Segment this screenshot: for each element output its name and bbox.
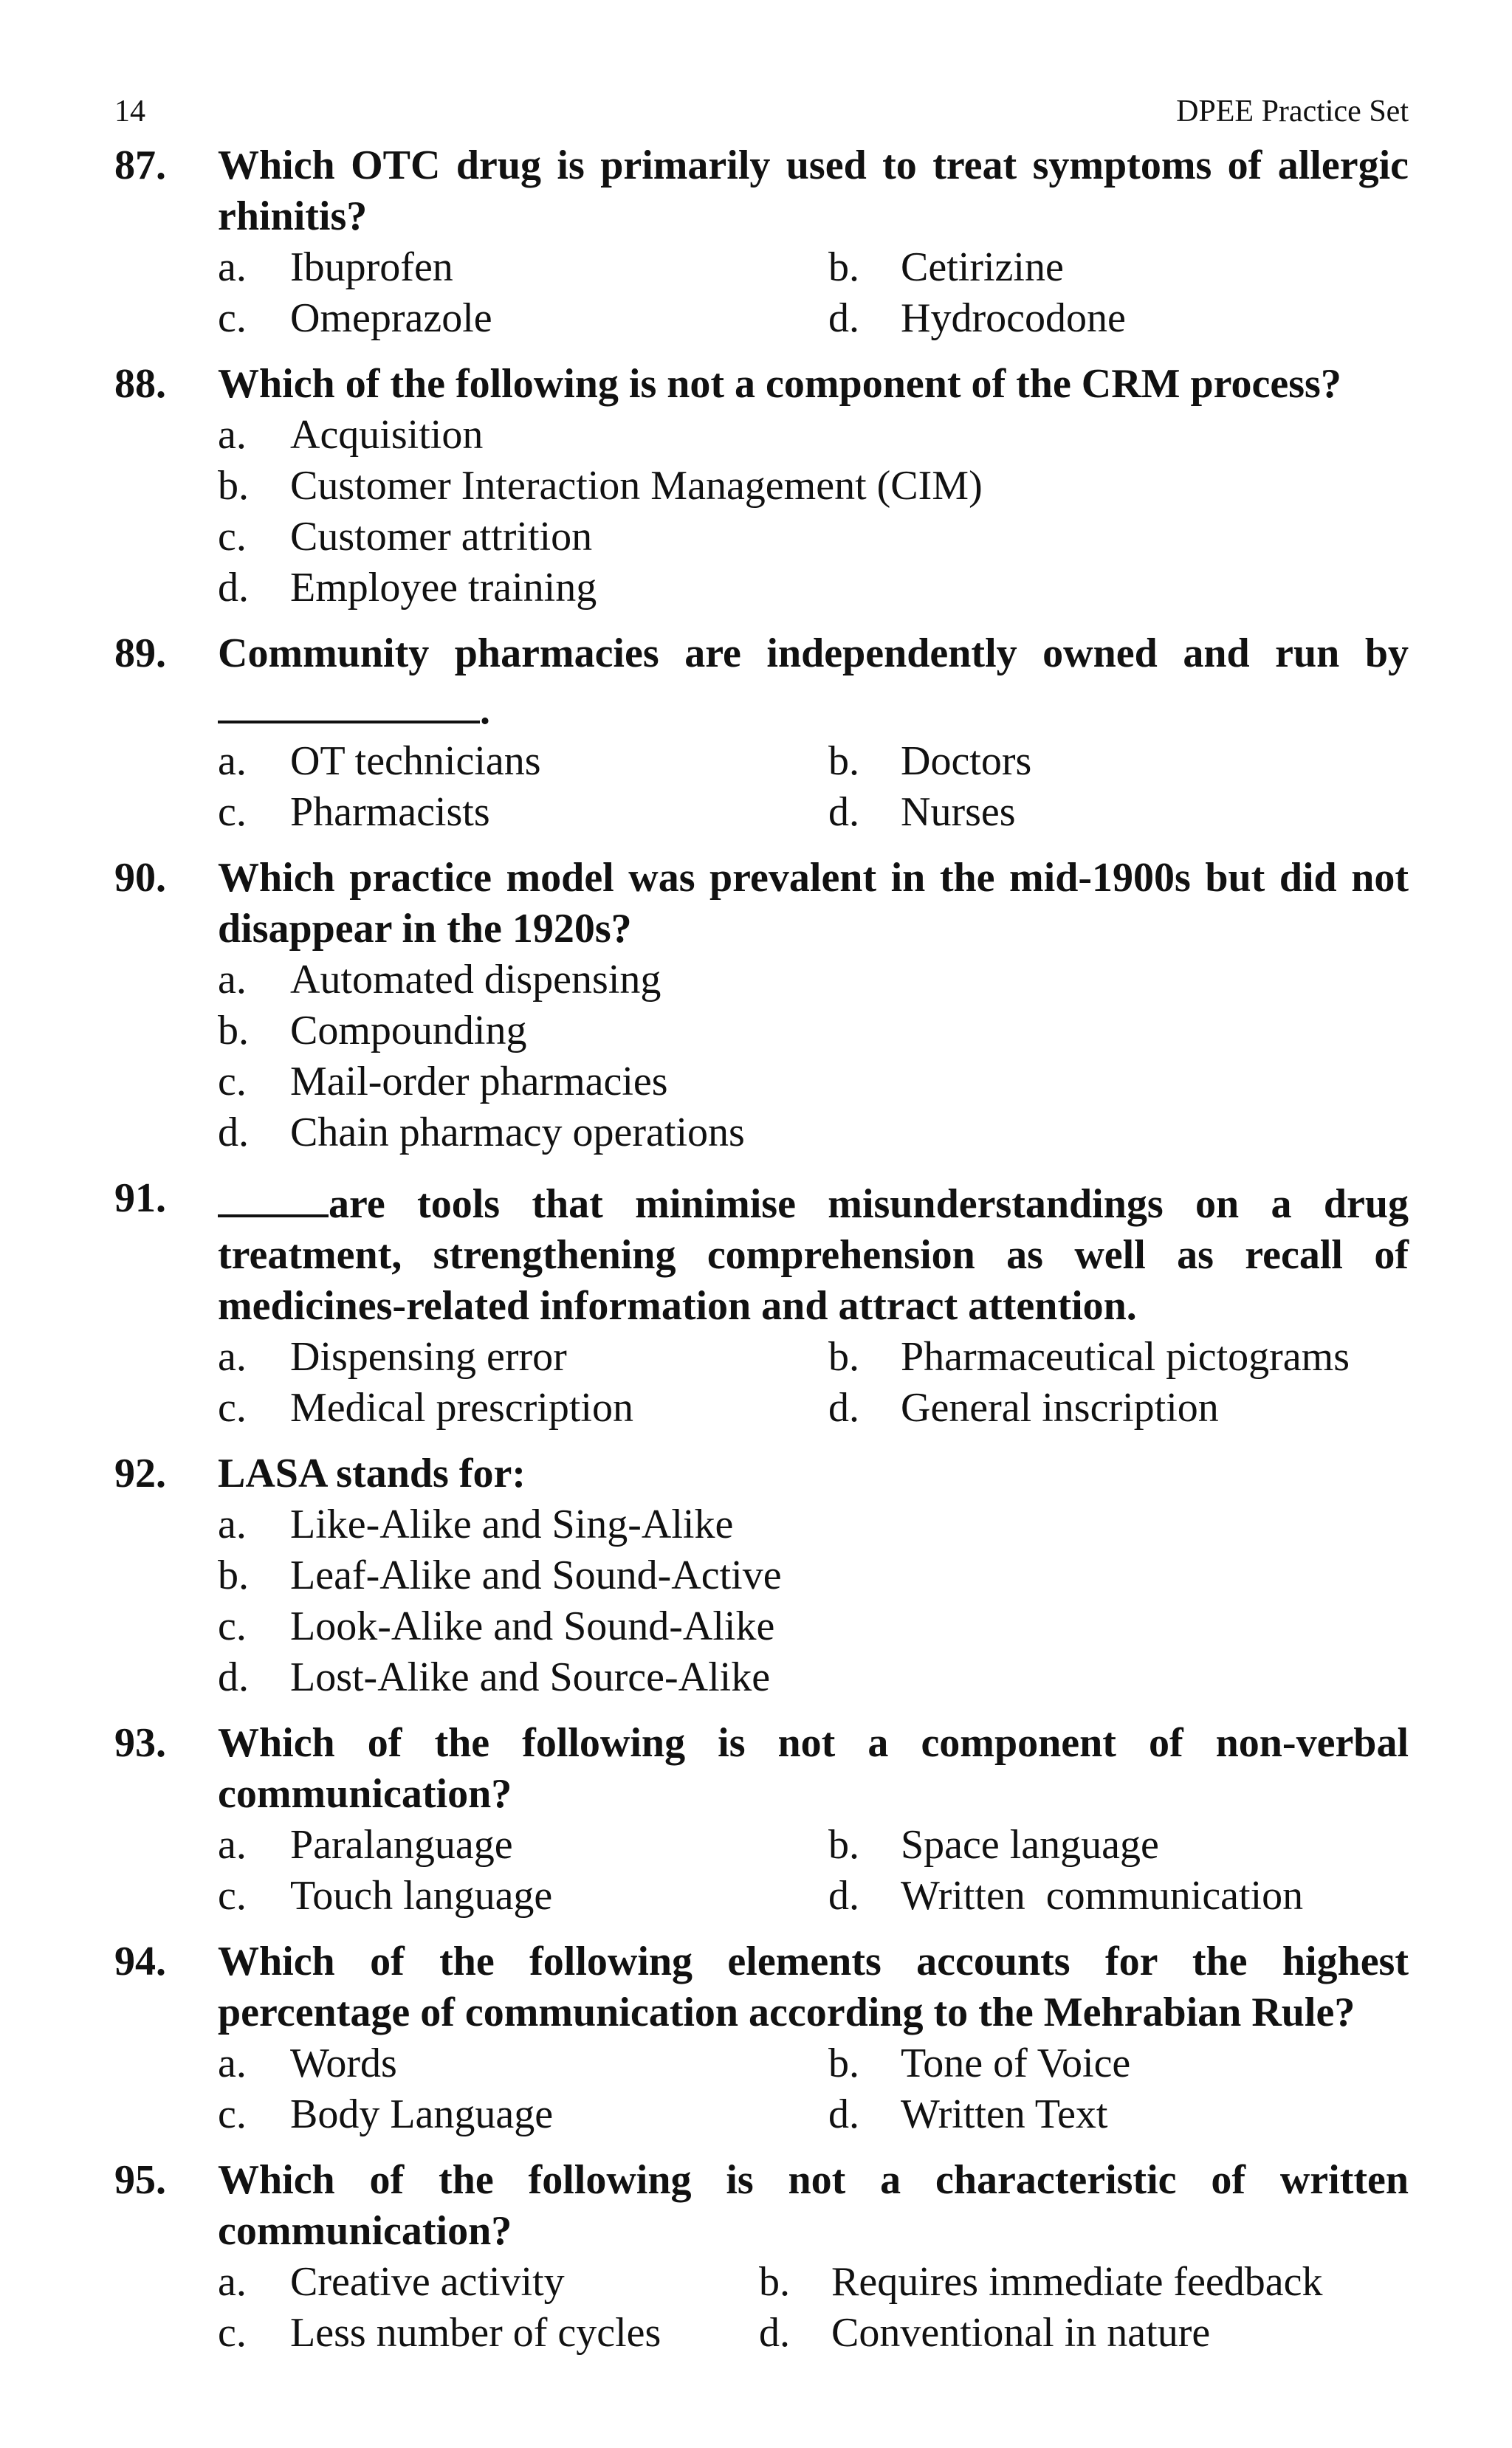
option-text: Mail-order pharmacies <box>290 1059 668 1104</box>
question-text <box>218 1173 1409 1332</box>
option-c <box>218 787 828 838</box>
option-letter: c. <box>218 1385 247 1431</box>
option-text: Hydrocodone <box>901 295 1126 341</box>
option-d <box>828 293 1409 344</box>
option-text: Dispensing error <box>290 1334 567 1380</box>
option-letter: d. <box>828 1385 859 1431</box>
option-letter: b. <box>218 1008 249 1053</box>
question-number: 94. <box>114 1939 166 1984</box>
option-text: Written Text <box>901 2091 1108 2137</box>
option-a <box>218 242 828 293</box>
option-text: Less number of cycles <box>290 2310 662 2356</box>
option-text: OT technicians <box>290 738 541 784</box>
option-letter: b. <box>828 2040 859 2086</box>
option-b <box>218 1005 1409 1056</box>
question-95 <box>114 2155 1409 2359</box>
option-d <box>218 563 1409 613</box>
option-letter: b. <box>218 463 249 509</box>
option-grid <box>218 1820 1409 1922</box>
option-text: Look-Alike and Sound-Alike <box>290 1603 775 1649</box>
option-letter: d. <box>828 1873 859 1919</box>
option-a <box>218 1820 828 1871</box>
option-letter: d. <box>218 1110 249 1155</box>
question-text: Which OTC drug is primarily used to treat symptoms of allergic rhinitis? <box>218 142 1409 239</box>
question-text: Which of the following is not a characteristic of written communication? <box>218 2157 1409 2254</box>
option-d <box>828 1871 1409 1922</box>
question-text: Which of the following is not a component of the CRM process? <box>218 361 1341 407</box>
option-letter: c. <box>218 789 247 835</box>
option-d <box>828 2089 1409 2140</box>
option-b <box>218 461 1409 512</box>
option-letter: d. <box>759 2310 790 2356</box>
option-letter: a. <box>218 1822 247 1868</box>
option-text: Doctors <box>901 738 1032 784</box>
question-number: 92. <box>114 1451 166 1496</box>
option-text: Like-Alike and Sing-Alike <box>290 1502 734 1547</box>
option-text: Employee training <box>290 565 597 611</box>
question-text: LASA stands for: <box>218 1451 526 1496</box>
option-letter: a. <box>218 1334 247 1380</box>
option-b <box>828 1332 1409 1383</box>
answer-blank <box>218 679 480 723</box>
option-d <box>828 1383 1409 1434</box>
option-a <box>218 736 828 787</box>
option-letter: a. <box>218 244 247 290</box>
option-text: Tone of Voice <box>901 2040 1131 2086</box>
question-91 <box>114 1173 1409 1434</box>
page-number: 14 <box>114 94 145 128</box>
option-grid <box>218 2257 1409 2359</box>
option-d <box>828 787 1409 838</box>
question-89 <box>114 628 1409 838</box>
option-a <box>218 955 1409 1005</box>
option-letter: c. <box>218 2310 247 2356</box>
question-text: Which practice model was prevalent in the mid-1900s but did not disappear in the 1920s? <box>218 855 1409 952</box>
question-number: 90. <box>114 855 166 901</box>
option-letter: a. <box>218 1502 247 1547</box>
option-text: Nurses <box>901 789 1016 835</box>
question-text <box>218 628 1409 736</box>
option-letter: c. <box>218 2091 247 2137</box>
answer-blank <box>218 1173 329 1217</box>
option-text: Customer attrition <box>290 514 593 560</box>
option-text: Compounding <box>290 1008 527 1053</box>
option-list <box>218 410 1409 613</box>
question-number: 95. <box>114 2157 166 2203</box>
option-text: Pharmacists <box>290 789 490 835</box>
option-b <box>218 1550 1409 1601</box>
option-c <box>218 512 1409 563</box>
option-letter: d. <box>828 789 859 835</box>
option-c <box>218 1056 1409 1107</box>
option-b <box>759 2257 1409 2308</box>
option-letter: a. <box>218 738 247 784</box>
question-text: Which of the following elements accounts for the highest percentage of communication according to the Mehrabian Rule? <box>218 1939 1409 2035</box>
question-list <box>114 140 1409 2359</box>
option-letter: b. <box>759 2259 790 2305</box>
option-c <box>218 1601 1409 1652</box>
option-text: General inscription <box>901 1385 1219 1431</box>
option-list <box>218 1499 1409 1703</box>
option-letter: c. <box>218 514 247 560</box>
option-text: Pharmaceutical pictograms <box>901 1334 1350 1380</box>
question-94 <box>114 1936 1409 2140</box>
option-a <box>218 1499 1409 1550</box>
question-text-main: are tools that minimise misunderstandings on a drug treatment, strengthening comprehension as well as recall of medicines-related information and attract attention. <box>218 1181 1409 1329</box>
option-a <box>218 410 1409 461</box>
option-letter: a. <box>218 957 247 1003</box>
question-90 <box>114 853 1409 1158</box>
question-87 <box>114 140 1409 344</box>
option-d <box>218 1107 1409 1158</box>
option-text: Ibuprofen <box>290 244 453 290</box>
question-number: 88. <box>114 361 166 407</box>
option-b <box>828 2038 1409 2089</box>
option-c <box>218 1383 828 1434</box>
option-text: Lost-Alike and Source-Alike <box>290 1654 771 1700</box>
question-number: 89. <box>114 630 166 676</box>
option-letter: c. <box>218 1873 247 1919</box>
running-title: DPEE Practice Set <box>1176 94 1409 128</box>
option-grid <box>218 2038 1409 2140</box>
option-letter: b. <box>828 738 859 784</box>
option-letter: b. <box>828 1334 859 1380</box>
question-88 <box>114 359 1409 613</box>
option-letter: a. <box>218 2259 247 2305</box>
question-text-end: . <box>480 687 490 733</box>
option-text: Conventional in nature <box>831 2310 1211 2356</box>
option-d <box>218 1652 1409 1703</box>
option-text: Chain pharmacy operations <box>290 1110 745 1155</box>
option-letter: d. <box>218 1654 249 1700</box>
option-text: Body Language <box>290 2091 554 2137</box>
option-grid <box>218 736 1409 838</box>
question-number: 93. <box>114 1720 166 1766</box>
option-a <box>218 2257 759 2308</box>
option-letter: c. <box>218 1059 247 1104</box>
option-text: Requires immediate feedback <box>831 2259 1323 2305</box>
option-text: Customer Interaction Management (CIM) <box>290 463 983 509</box>
question-number: 87. <box>114 142 166 188</box>
option-c <box>218 1871 828 1922</box>
option-grid <box>218 1332 1409 1434</box>
option-text: Space language <box>901 1822 1159 1868</box>
option-text: Omeprazole <box>290 295 492 341</box>
page-header <box>114 0 1409 134</box>
option-c <box>218 293 828 344</box>
option-c <box>218 2308 759 2359</box>
option-grid <box>218 242 1409 344</box>
option-letter: b. <box>828 244 859 290</box>
option-a <box>218 2038 828 2089</box>
option-c <box>218 2089 828 2140</box>
option-letter: a. <box>218 2040 247 2086</box>
option-letter: b. <box>218 1553 249 1598</box>
option-text: Leaf-Alike and Sound-Active <box>290 1553 782 1598</box>
question-92 <box>114 1448 1409 1703</box>
option-letter: c. <box>218 1603 247 1649</box>
option-b <box>828 736 1409 787</box>
option-b <box>828 242 1409 293</box>
option-letter: c. <box>218 295 247 341</box>
option-a <box>218 1332 828 1383</box>
option-letter: d. <box>218 565 249 611</box>
question-number: 91. <box>114 1175 166 1221</box>
question-text-main: Community pharmacies are independently owned and run by <box>218 630 1409 676</box>
option-text: Paralanguage <box>290 1822 513 1868</box>
option-b <box>828 1820 1409 1871</box>
option-letter: d. <box>828 295 859 341</box>
question-93 <box>114 1718 1409 1922</box>
option-text: Words <box>290 2040 397 2086</box>
option-text: Touch language <box>290 1873 553 1919</box>
option-text: Acquisition <box>290 412 484 458</box>
option-text: Automated dispensing <box>290 957 662 1003</box>
option-letter: b. <box>828 1822 859 1868</box>
question-text: Which of the following is not a component of non-verbal communication? <box>218 1720 1409 1817</box>
option-text: Creative activity <box>290 2259 565 2305</box>
option-text: Medical prescription <box>290 1385 633 1431</box>
option-d <box>759 2308 1409 2359</box>
option-text: Cetirizine <box>901 244 1064 290</box>
option-text: Written communication <box>901 1873 1304 1919</box>
option-list <box>218 955 1409 1158</box>
option-letter: a. <box>218 412 247 458</box>
option-letter: d. <box>828 2091 859 2137</box>
